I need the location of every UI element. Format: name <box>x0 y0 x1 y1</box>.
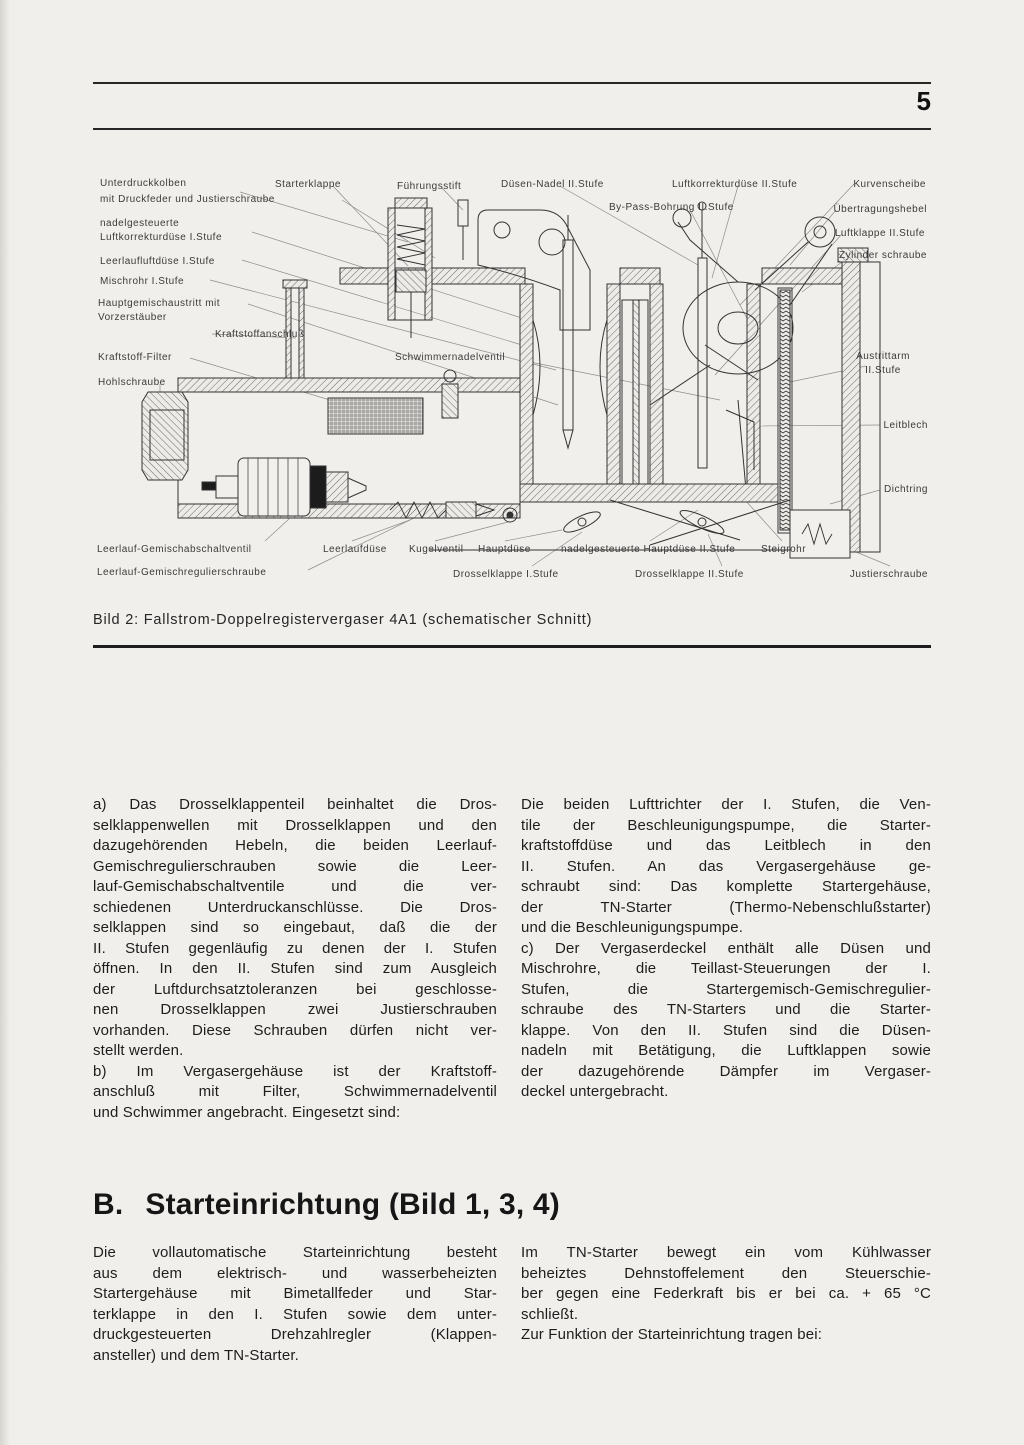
figure-label-kraftstoffanschluss: Kraftstoffanschluß <box>215 329 305 340</box>
figure-label-vorzerstaeuber: Vorzerstäuber <box>98 312 167 323</box>
figure-label-drosselklappe-1: Drosselklappe I.Stufe <box>453 569 559 580</box>
page-number: 5 <box>916 86 931 116</box>
figure-label-justierschraube: Justierschraube <box>849 569 928 580</box>
section-b-heading <box>93 1188 560 1222</box>
figure-label-fuehrungsstift: Führungsstift <box>397 181 462 192</box>
stage-1-barrel <box>520 215 620 484</box>
figure-label-hohlschraube: Hohlschraube <box>98 377 166 388</box>
section-b-heading-title: Starteinrichtung (Bild 1, 3, 4) <box>145 1188 560 1221</box>
section-b-columns <box>93 1243 931 1366</box>
article-left-column <box>93 795 497 1123</box>
paragraph: Zur Funktion der Starteinrichtung tragen bei: <box>521 1326 823 1343</box>
section-b-heading-prefix: B. <box>93 1188 124 1221</box>
figure-label-uebertragungshebel: Übertragungshebel <box>833 204 927 215</box>
figure-label-dichtring: Dichtring <box>884 484 928 495</box>
figure-label-kraftstoff-filter: Kraftstoff-Filter <box>98 352 172 363</box>
figure-caption: Bild 2: Fallstrom-Doppelregistervergaser 4A1 (schematischer Schnitt) <box>93 612 593 628</box>
cam-disc-and-levers <box>650 209 835 405</box>
paragraph: c) Der Vergaserdeckel enthält alle Düsen und Mischrohre, die Teillast-Steuerungen der I. Stufen, die Startergemisch-Gemischregulier- schraube des TN-Starters und die Starter- klappe. Von den II. Stufen sind die Düsen- nadeln mit Betätigung, die Luftklappen sowie der dazugehörende Dämpfer im Vergaser- deckel untergebracht. <box>521 939 931 1100</box>
figure-label-luftkorrekturduese-2: Luftkorrekturdüse II.Stufe <box>672 179 798 190</box>
figure-label-hauptduese-2: nadelgesteuerte Hauptdüse II.Stufe <box>561 544 736 555</box>
article-right-column <box>521 795 931 1123</box>
paragraph: b) Im Vergasergehäuse ist der Kraftstoff- anschluß mit Filter, Schwimmernadelventil und Schwimmer angebracht. Eingesetzt sind: <box>93 1062 497 1121</box>
header-rule-top <box>93 82 931 84</box>
paragraph: Die beiden Lufttrichter der I. Stufen, die Ven- tile der Beschleunigungspumpe, die Starter- kraftstoffdüse und das Leitblech in den II. Stufen. An das Vergasergehäuse ge- schraubt sind: Das komplette Startergehäuse, der TN-Starter (Thermo-Nebenschlußstarter) und die Beschleunigungspumpe. <box>521 796 931 936</box>
paragraph: a) Das Drosselklappenteil beinhaltet die Dros- selklappenwellen mit Drosselklappen und den dazugehörenden Hebeln, die beiden Leerlauf- Gemischregulierschrauben sowie die Leer- lauf-Gemischabschaltventile und die ver- schiedenen Unterdruckanschlüsse. Die Dros- selklappen sind so eingebaut, daß die der II. Stufen gegenläufig zu denen der I. Stufen öffnen. In den II. Stufen sind zum Ausgleich der Luftdurchsatztoleranzen bei geschlosse- nen Drosselklappen zwei Justierschrauben vorhanden. Diese Schrauben dürfen nicht ver- stellt werden. <box>93 796 497 1059</box>
figure-label-starterklappe: Starterklappe <box>275 179 341 190</box>
paragraph: Im TN-Starter bewegt ein vom Kühlwasser beheiztes Dehnstoffelement den Steuerschie- ber gegen eine Federkraft bis er bei ca. + 65 °C schließt. <box>521 1244 931 1323</box>
figure-label-steigrohr: Steigrohr <box>761 544 807 555</box>
figure-label-nadelgesteuerte: nadelgesteuerte <box>100 218 180 229</box>
article-columns <box>93 795 931 1123</box>
figure-label-schwimmernadelventil: Schwimmernadelventil <box>395 352 506 363</box>
figure-label-leerlaufluftduese: Leerlaufluftdüse I.Stufe <box>100 256 215 267</box>
figure-label-kurvenscheibe: Kurvenscheibe <box>853 179 926 190</box>
figure-label-zylinderschraube: Zylinder schraube <box>839 250 927 261</box>
figure-label-druckfeder: mit Druckfeder und Justierschraube <box>100 194 275 205</box>
figure-label-luftkorrekturduese-1: Luftkorrekturdüse I.Stufe <box>100 232 223 243</box>
figure-label-gemischabschaltventil: Leerlauf-Gemischabschaltventil <box>97 544 252 555</box>
figure-label-duesen-nadel: Düsen-Nadel II.Stufe <box>501 179 604 190</box>
figure-label-gemischregulierschraube: Leerlauf-Gemischregulierschraube <box>97 567 267 578</box>
figure-label-unterdruckkolben: Unterdruckkolben <box>100 178 187 189</box>
figure-label-mischrohr: Mischrohr I.Stufe <box>100 276 185 287</box>
section-b-right-column <box>521 1243 931 1366</box>
stage-2-barrel <box>650 202 760 499</box>
section-b-left-column <box>93 1243 497 1366</box>
paragraph: Die vollautomatische Starteinrichtung besteht aus dem elektrisch- und wasserbeheizten Startergehäuse mit Bimetallfeder und Star- terklappe in den I. Stufen sowie dem unter- druckgesteuerten Drehzahlregler (Klappen- ansteller) und dem TN-Starter. <box>93 1244 497 1364</box>
figure-label-drosselklappe-2: Drosselklappe II.Stufe <box>635 569 744 580</box>
figure-label-hauptduese: Hauptdüse <box>478 544 531 555</box>
spring-column <box>778 248 880 552</box>
figure-label-bypass-bohrung: By-Pass-Bohrung II.Stufe <box>609 202 734 213</box>
figure-label-kugelventil: Kugelventil <box>409 544 464 555</box>
header-rule-bottom <box>93 128 931 130</box>
figure-label-hauptgemischaustritt: Hauptgemischaustritt mit <box>98 298 221 309</box>
guide-pin <box>458 200 468 260</box>
figure-label-austrittarm: Austrittarm II.Stufe <box>856 351 910 376</box>
figure-label-leerlaufduese: Leerlaufdüse <box>323 544 387 555</box>
figure-label-luftklappe-2: Luftklappe II.Stufe <box>834 228 925 239</box>
figure-bild-2 <box>90 170 935 602</box>
figure-label-leitblech: Leitblech <box>883 420 928 431</box>
caption-rule <box>93 645 931 648</box>
